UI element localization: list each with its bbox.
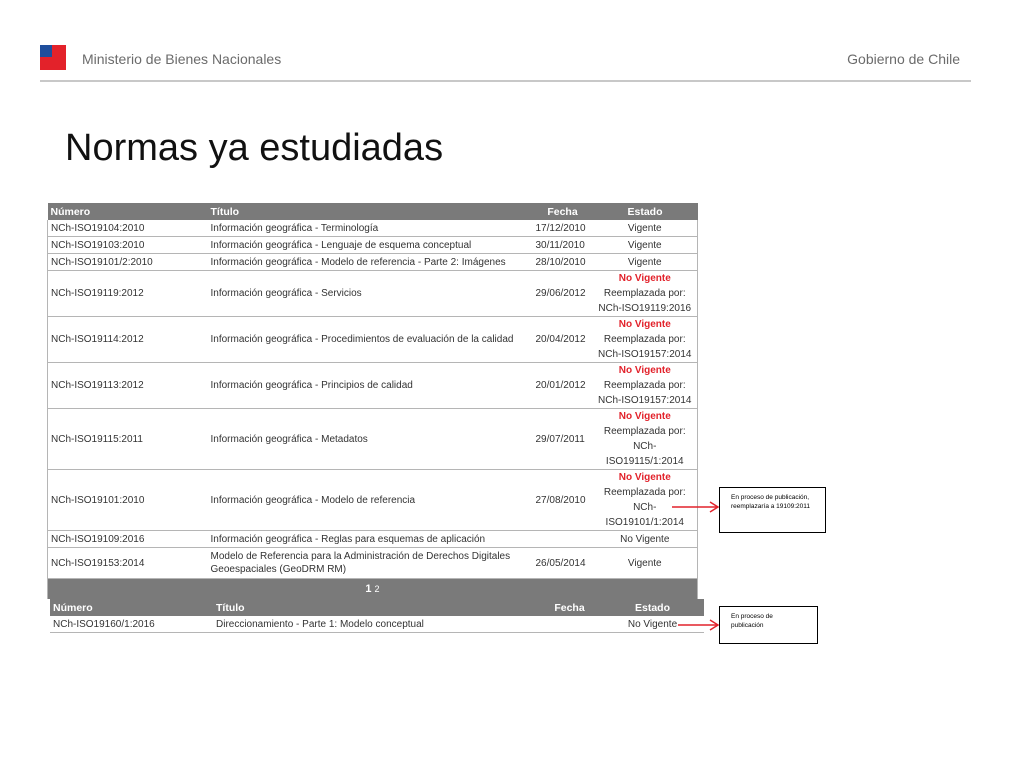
header-divider: [40, 80, 971, 82]
replaced-by-label: Reemplazada por:: [603, 426, 686, 437]
cell-numero: NCh-ISO19115:2011: [48, 409, 208, 470]
col-estado-header[interactable]: Estado: [601, 599, 704, 616]
replaced-by-norm: NCh-ISO19157:2014: [598, 395, 692, 406]
cell-estado: Vigente: [593, 220, 698, 237]
cell-numero: NCh-ISO19113:2012: [48, 363, 208, 409]
cell-titulo: Información geográfica - Lenguaje de esquema conceptual: [208, 237, 533, 254]
cell-fecha: 26/05/2014: [533, 548, 593, 579]
cell-numero: NCh-ISO19104:2010: [48, 220, 208, 237]
cell-estado: Vigente: [593, 254, 698, 271]
col-estado-header[interactable]: Estado: [593, 203, 698, 220]
col-fecha-header[interactable]: Fecha: [533, 203, 593, 220]
annotation-note: En proceso de publicación, reemplazaría a 19109:2011: [719, 487, 826, 533]
col-titulo-header[interactable]: Título: [208, 203, 533, 220]
cell-numero: NCh-ISO19153:2014: [48, 548, 208, 579]
table-row: [50, 616, 704, 633]
cell-estado: [593, 409, 698, 470]
status-not-current: No Vigente: [618, 365, 671, 376]
annotation-note: En proceso de publicación: [719, 606, 818, 644]
table-row: [48, 237, 698, 254]
table-row: [48, 363, 698, 409]
cell-numero: NCh-ISO19101/2:2010: [48, 254, 208, 271]
government-name: Gobierno de Chile: [847, 51, 960, 67]
ministry-name: Ministerio de Bienes Nacionales: [82, 51, 282, 67]
cell-estado: No Vigente: [593, 531, 698, 548]
status-not-current: No Vigente: [618, 273, 671, 284]
cell-fecha: 17/12/2010: [533, 220, 593, 237]
cell-titulo: Información geográfica - Procedimientos de evaluación de la calidad: [208, 317, 533, 363]
col-numero-header[interactable]: Número: [48, 203, 208, 220]
cell-estado: [593, 271, 698, 317]
table-row: [48, 409, 698, 470]
table-row: [48, 531, 698, 548]
cell-titulo: Información geográfica - Principios de calidad: [208, 363, 533, 409]
pagination-row: [48, 579, 698, 600]
cell-titulo: Direccionamiento - Parte 1: Modelo conceptual: [213, 616, 538, 633]
cell-titulo: Información geográfica - Servicios: [208, 271, 533, 317]
replaced-by-norm: NCh-ISO19115/1:2014: [605, 441, 684, 467]
replaced-by-label: Reemplazada por:: [603, 380, 686, 391]
cell-numero: NCh-ISO19109:2016: [48, 531, 208, 548]
table-row: [48, 254, 698, 271]
status-not-current: No Vigente: [618, 472, 671, 483]
cell-fecha: 20/04/2012: [533, 317, 593, 363]
cell-titulo: Modelo de Referencia para la Administración de Derechos Digitales Geoespaciales (GeoDRM RM): [208, 548, 533, 579]
replaced-by-norm: NCh-ISO19157:2014: [598, 349, 692, 360]
status-not-current: No Vigente: [618, 319, 671, 330]
table-row: [48, 548, 698, 579]
page-current: 1: [365, 583, 372, 595]
cell-titulo: Información geográfica - Modelo de referencia: [208, 470, 533, 531]
norms-table: [47, 203, 698, 599]
cell-estado: [593, 363, 698, 409]
cell-fecha: [533, 531, 593, 548]
cell-estado: No Vigente: [601, 616, 704, 633]
cell-numero: NCh-ISO19160/1:2016: [50, 616, 213, 633]
cell-titulo: Información geográfica - Reglas para esquemas de aplicación: [208, 531, 533, 548]
cell-numero: NCh-ISO19103:2010: [48, 237, 208, 254]
table-row: [48, 220, 698, 237]
col-numero-header[interactable]: Número: [50, 599, 213, 616]
cell-titulo: Información geográfica - Modelo de referencia - Parte 2: Imágenes: [208, 254, 533, 271]
col-titulo-header[interactable]: Título: [213, 599, 538, 616]
cell-fecha: 29/06/2012: [533, 271, 593, 317]
arrow-right-icon: [676, 618, 722, 632]
cell-numero: NCh-ISO19119:2012: [48, 271, 208, 317]
arrow-right-icon: [670, 500, 722, 514]
col-fecha-header[interactable]: Fecha: [538, 599, 601, 616]
cell-numero: NCh-ISO19114:2012: [48, 317, 208, 363]
page-title: Normas ya estudiadas: [65, 127, 444, 169]
table-header-row: [50, 599, 704, 616]
replaced-by-label: Reemplazada por:: [603, 334, 686, 345]
cell-fecha: 28/10/2010: [533, 254, 593, 271]
cell-fecha: 29/07/2011: [533, 409, 593, 470]
replaced-by-label: Reemplazada por:: [603, 288, 686, 299]
cell-fecha: 27/08/2010: [533, 470, 593, 531]
replaced-by-norm: NCh-ISO19101/1:2014: [605, 502, 684, 528]
cell-fecha: 20/01/2012: [533, 363, 593, 409]
cell-numero: NCh-ISO19101:2010: [48, 470, 208, 531]
table-row: [48, 317, 698, 363]
chile-flag-logo: [40, 45, 66, 70]
table-row: [48, 271, 698, 317]
cell-estado: Vigente: [593, 237, 698, 254]
replaced-by-norm: NCh-ISO19119:2016: [598, 303, 692, 314]
table-row: [48, 470, 698, 531]
pagination: [48, 579, 698, 600]
cell-estado: [593, 317, 698, 363]
cell-titulo: Información geográfica - Terminología: [208, 220, 533, 237]
norms-table-secondary: [50, 599, 704, 633]
replaced-by-label: Reemplazada por:: [603, 487, 686, 498]
cell-fecha: [538, 616, 601, 633]
status-not-current: No Vigente: [618, 411, 671, 422]
cell-estado: Vigente: [593, 548, 698, 579]
cell-titulo: Información geográfica - Metadatos: [208, 409, 533, 470]
page-link-2[interactable]: 2: [374, 584, 380, 594]
table-header-row: [48, 203, 698, 220]
cell-fecha: 30/11/2010: [533, 237, 593, 254]
